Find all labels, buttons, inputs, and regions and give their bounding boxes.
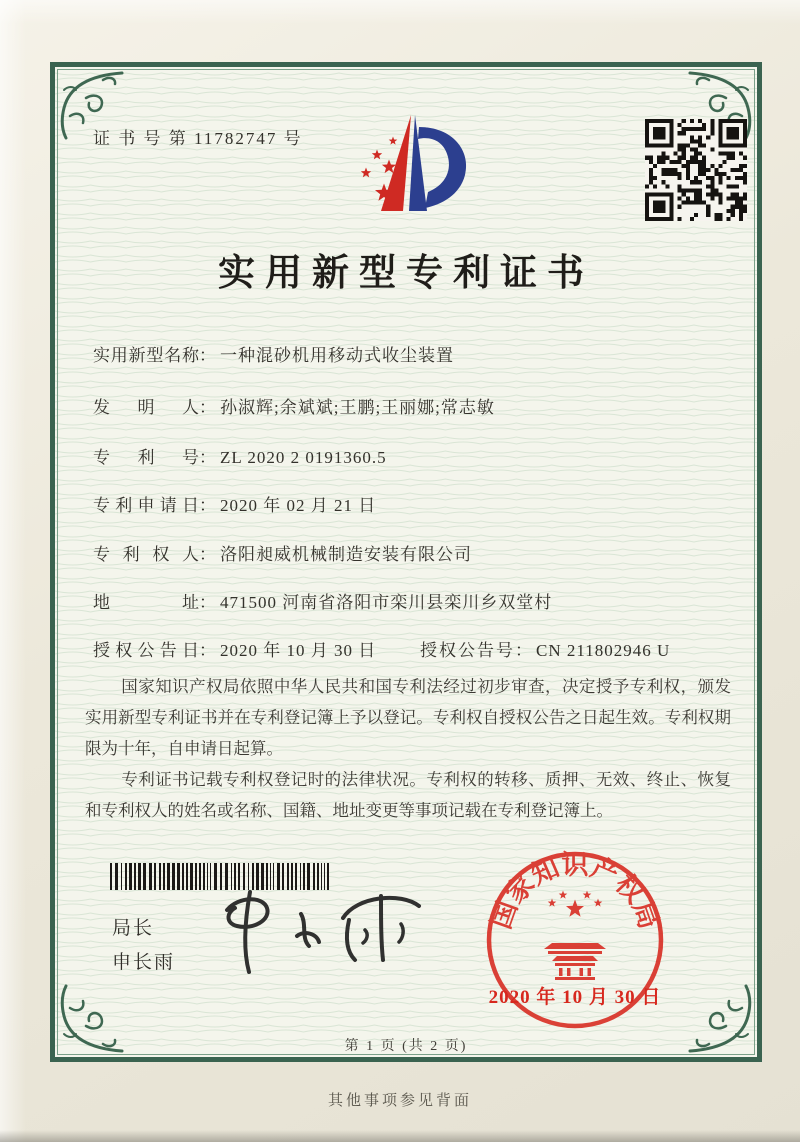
barcode-bar [186,863,188,890]
field-utility-model-name [93,341,454,366]
field-inventors [93,393,495,418]
barcode-bar [125,863,127,890]
colon: ： [199,496,216,515]
field-label: 地址 [93,593,199,612]
field-label: 实用新型名称 [93,346,199,365]
seal-agency-text: 国家知识产权局 [485,850,665,933]
barcode-bar [195,863,197,890]
cnipa-logo-icon [335,106,480,228]
field-value: 471500 河南省洛阳市栾川县栾川乡双堂村 [220,593,553,612]
field-value: ZL 2020 2 0191360.5 [220,448,387,467]
director-name: 申长雨 [112,952,176,973]
grant-number: CN 211802946 U [536,641,671,660]
field-patent-number [93,443,387,468]
page-number: 第 1 页 (共 2 页) [344,1039,468,1054]
field-label: 专利号 [93,448,199,467]
field-label: 专利申请日 [93,496,199,515]
field-grant-number [420,636,670,661]
certificate-number: 证 书 号 第 11782747 号 [93,129,303,148]
svg-text:国家知识产权局 [486,850,665,933]
field-label: 授权公告号 [420,641,515,660]
field-value: 洛阳昶威机械制造安装有限公司 [220,545,472,564]
qr-code-icon [645,119,747,221]
director-signature-icon [205,880,445,985]
barcode-bar [110,863,112,890]
field-address [93,588,552,613]
scan-artifact [0,1130,800,1142]
scan-artifact [0,0,800,24]
colon: ： [199,545,216,564]
field-label: 发明人 [93,398,199,417]
field-label: 专利权人 [93,545,199,564]
field-grant-row [93,636,739,661]
director-title: 局长 [112,918,155,939]
barcode-bar [143,863,146,890]
barcode-bar [177,863,180,890]
barcode-bar [182,863,184,890]
field-value: 2020 年 02 月 21 日 [220,496,377,515]
barcode-bar [159,863,161,890]
legal-paragraph: 专利证书记载专利权登记时的法律状况。专利权的转移、质押、无效、终止、恢复和专利权人的姓名或名称、国籍、地址变更等事项记载在专利登记簿上。 [85,770,731,820]
seal-emblem-gate [544,943,606,980]
barcode-bar [149,863,152,890]
colon: ： [199,448,216,467]
grant-date: 2020 年 10 月 30 日 [220,641,377,660]
legal-paragraph: 国家知识产权局依照中华人民共和国专利法经过初步审查，决定授予专利权，颁发实用新型专利证书并在专利登记簿上予以登记。专利权自授权公告之日起生效。专利权期限为十年，自申请日起算。 [85,677,731,758]
barcode-bar [154,863,156,890]
field-value: 一种混砂机用移动式收尘装置 [220,346,454,365]
colon: ： [199,593,216,612]
field-label: 授权公告日 [93,641,199,660]
colon: ： [199,346,216,365]
barcode-bar [163,863,165,890]
certificate-title: 实用新型专利证书 [218,253,594,294]
barcode-bar [167,863,170,890]
barcode-bar [115,863,118,890]
barcode-bar [172,863,175,890]
back-side-note: 其他事项参见背面 [327,1093,472,1109]
barcode-bar [134,863,136,890]
barcode-bar [129,863,132,890]
colon: ： [199,398,216,417]
field-patentee [93,540,472,565]
field-value: 孙淑辉;余斌斌;王鹏;王丽娜;常志敏 [220,398,495,417]
legal-text-block [85,671,731,826]
colon: ： [515,641,532,660]
barcode-bar [121,863,122,890]
seal-date: 2020 年 10 月 30 日 [488,987,662,1008]
scan-artifact [0,0,26,1142]
barcode-bar [190,863,193,890]
field-filing-date [93,491,376,516]
barcode-bar [138,863,141,890]
colon: ： [199,641,216,660]
barcode-bar [199,863,201,890]
